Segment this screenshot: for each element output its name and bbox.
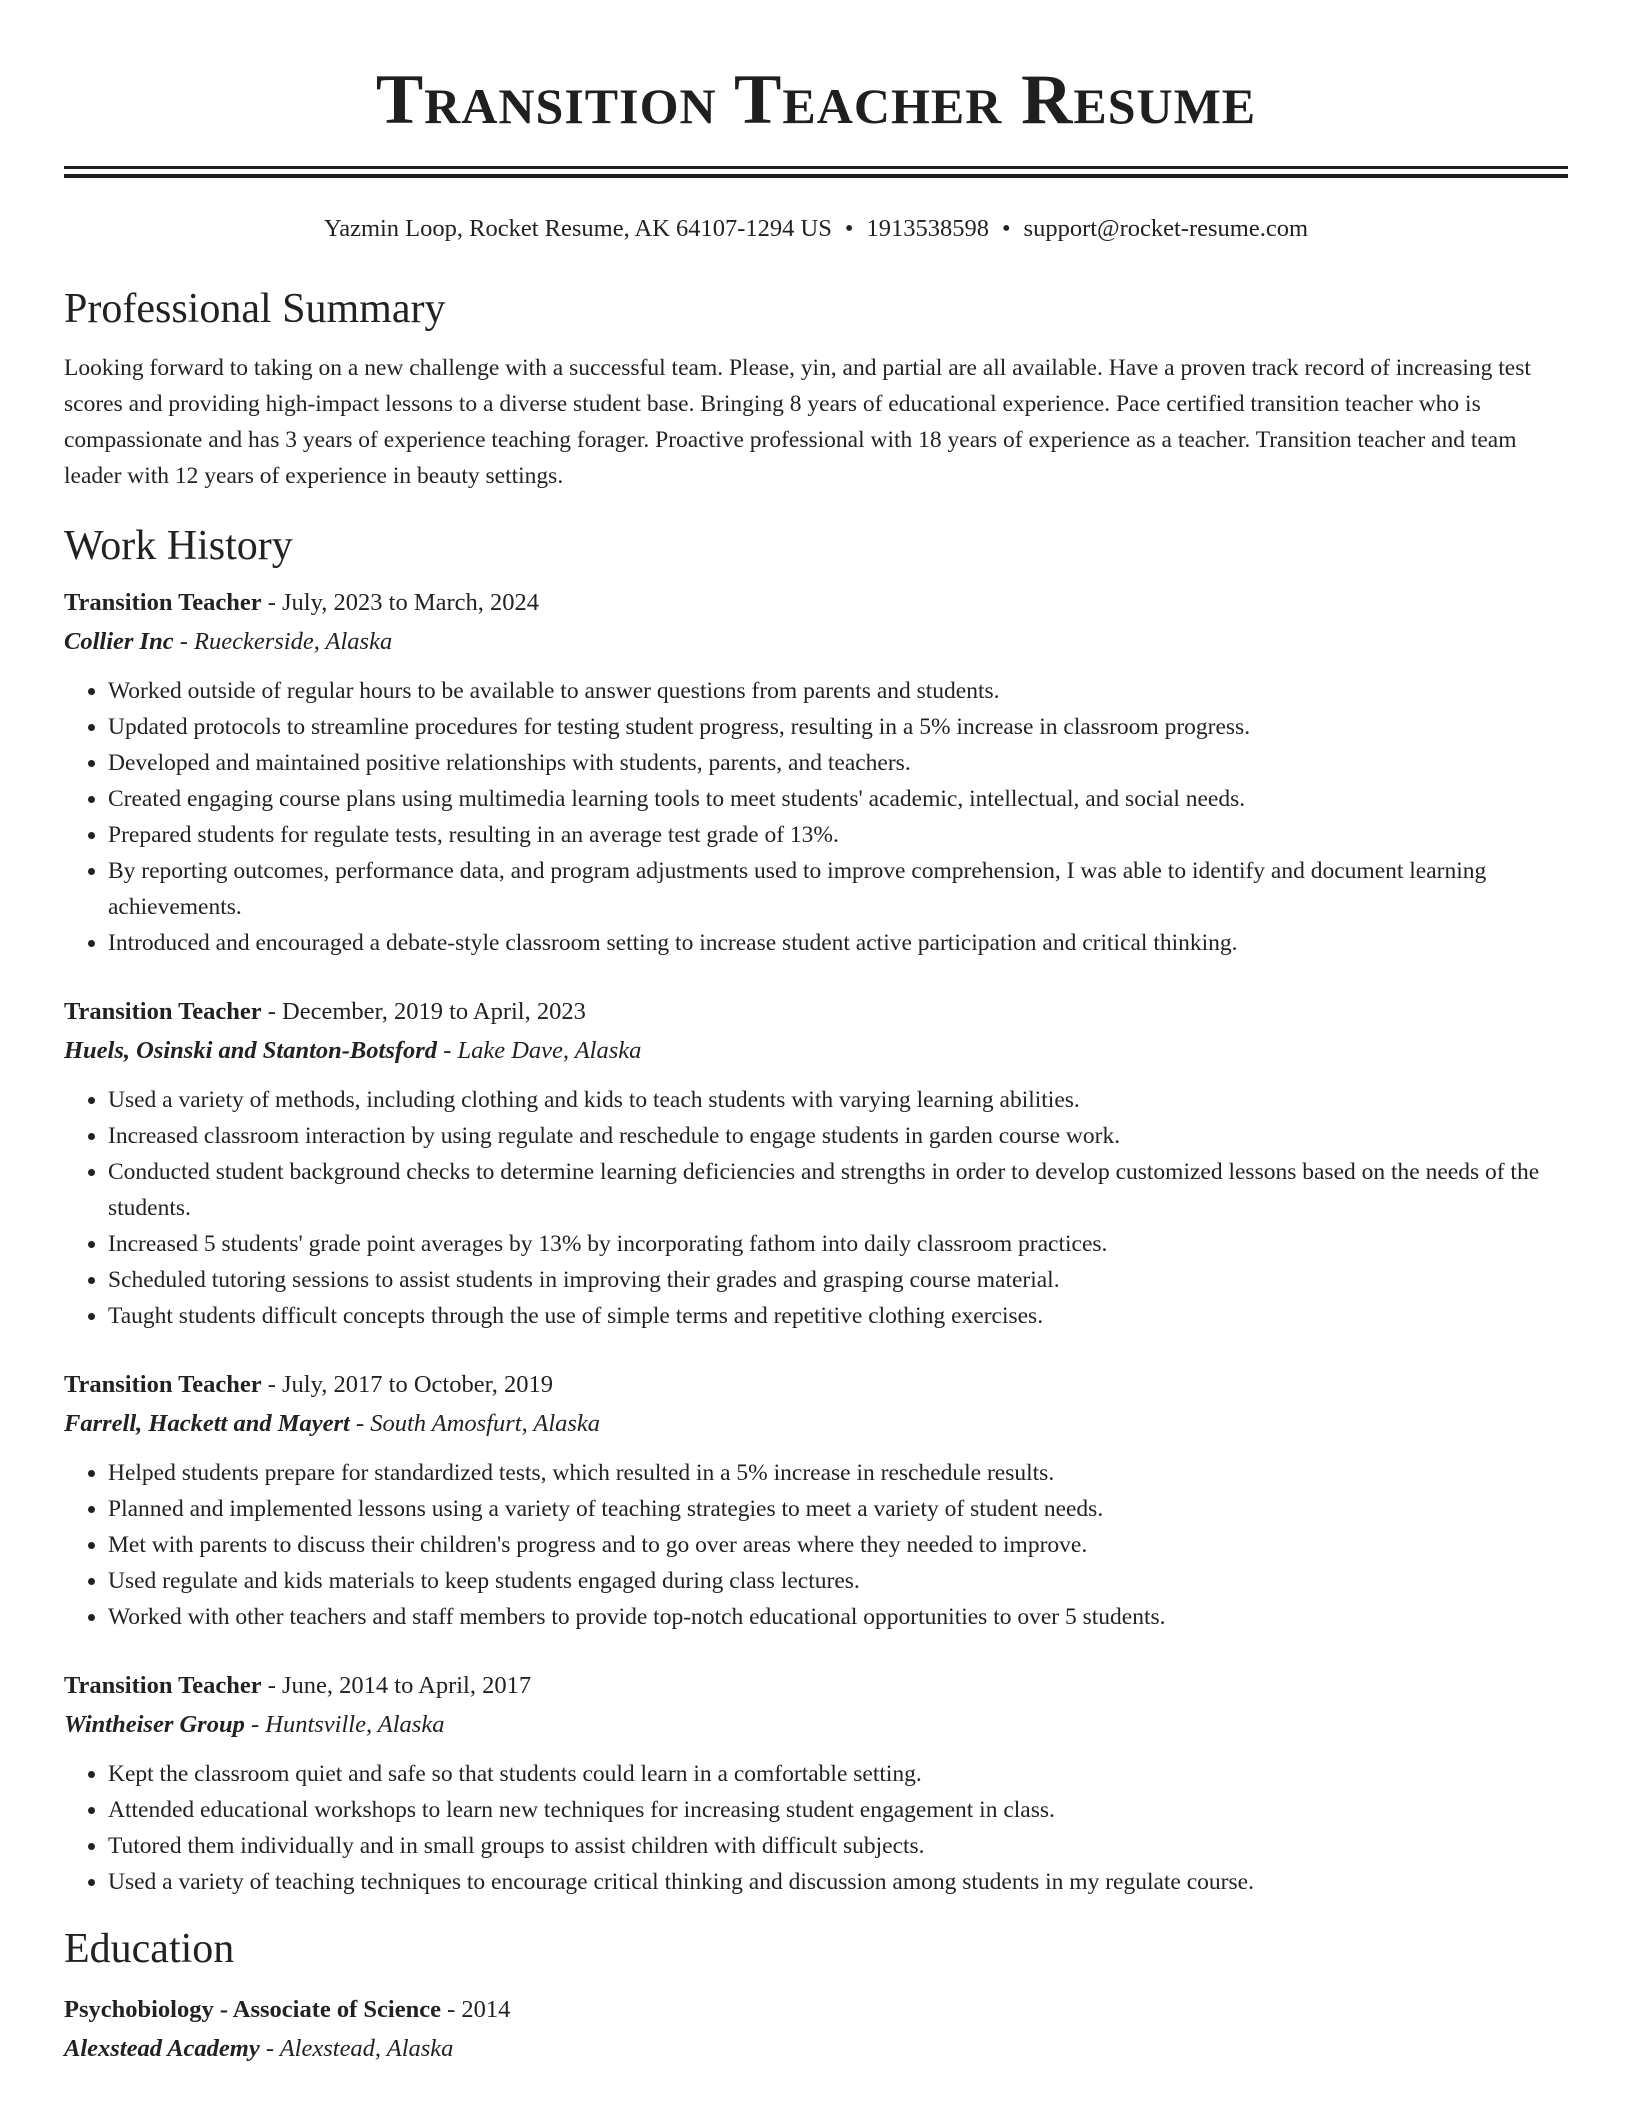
- job-dates: - December, 2019 to April, 2023: [261, 998, 586, 1025]
- job-bullet: • Worked outside of regular hours to be available to answer questions from parents and students.: [108, 673, 1568, 709]
- job-bullet: • Prepared students for regulate tests, resulting in an average test grade of 13%.: [108, 817, 1568, 853]
- job-title: Transition Teacher: [64, 1371, 262, 1398]
- company-location: - Huntsville, Alaska: [244, 1711, 445, 1738]
- company-name: Farrell, Hackett and Mayert: [64, 1410, 350, 1437]
- job-entry: [64, 583, 1568, 961]
- job-bullet: • Met with parents to discuss their children's progress and to go over areas where they needed to improve.: [108, 1527, 1568, 1563]
- job-bullet: • Helped students prepare for standardized tests, which resulted in a 5% increase in reschedule results.: [108, 1455, 1568, 1491]
- company-line: [64, 623, 1568, 661]
- company-name: Wintheiser Group: [64, 1711, 245, 1738]
- contact-line: [64, 214, 1568, 244]
- job-bullet: • Conducted student background checks to determine learning deficiencies and strengths in order to develop customized lessons based on the needs of the students.: [108, 1154, 1568, 1226]
- title-divider-top: [64, 166, 1568, 169]
- company-line: [64, 1405, 1568, 1443]
- contact-address: Yazmin Loop, Rocket Resume, AK 64107-1294 US: [323, 215, 832, 242]
- resume-title: Transition Teacher Resume: [375, 61, 1257, 139]
- job-bullet: • Developed and maintained positive relationships with students, parents, and teachers.: [108, 745, 1568, 781]
- job-title-line: [64, 583, 1568, 623]
- education-degree-line: [64, 1990, 1568, 2030]
- job-title: Transition Teacher: [64, 998, 262, 1025]
- company-line: [64, 1706, 1568, 1744]
- contact-separator: •: [1001, 215, 1011, 242]
- resume-page: [64, 0, 1568, 2068]
- job-title-line: [64, 992, 1568, 1032]
- company-location: - Lake Dave, Alaska: [437, 1037, 642, 1064]
- contact-separator: •: [844, 215, 854, 242]
- job-entry: [64, 992, 1568, 1334]
- job-bullet: • Taught students difficult concepts through the use of simple terms and repetitive clothing exercises.: [108, 1298, 1568, 1334]
- work-history-heading: Work History: [64, 523, 293, 569]
- summary-text: Looking forward to taking on a new challenge with a successful team. Please, yin, and partial are all available. Have a proven track record of increasing test scores and providing high-impact lessons to a diverse student base. Bringing 8 years of educational experience. Pace certified transition teacher who is compassionate and has 3 years of experience teaching forager. Proactive professional with 18 years of experience as a teacher. Transition teacher and team leader with 12 years of experience in beauty settings.: [64, 355, 1531, 489]
- company-name: Huels, Osinski and Stanton-Botsford: [64, 1037, 438, 1064]
- job-bullet: • Updated protocols to streamline procedures for testing student progress, resulting in a 5% increase in classroom progress.: [108, 709, 1568, 745]
- company-line: [64, 1032, 1568, 1070]
- company-location: - Rueckerside, Alaska: [173, 628, 393, 655]
- job-bullet: • Increased 5 students' grade point averages by 13% by incorporating fathom into daily classroom practices.: [108, 1226, 1568, 1262]
- job-bullets: [64, 1082, 1568, 1334]
- job-bullet: • Kept the classroom quiet and safe so that students could learn in a comfortable setting.: [108, 1756, 1568, 1792]
- job-dates: - July, 2023 to March, 2024: [261, 589, 540, 616]
- job-entry: [64, 1666, 1568, 1900]
- job-entry: [64, 1365, 1568, 1635]
- job-bullets: [64, 1756, 1568, 1900]
- job-bullets: [64, 1455, 1568, 1635]
- education-year: - 2014: [441, 1996, 511, 2023]
- education-school-line: [64, 2030, 1568, 2068]
- education-heading: Education: [64, 1926, 235, 1972]
- job-bullet: • Increased classroom interaction by using regulate and reschedule to engage students in garden course work.: [108, 1118, 1568, 1154]
- education-location: - Alexstead, Alaska: [259, 2035, 454, 2062]
- job-bullet: • Tutored them individually and in small groups to assist children with difficult subjects.: [108, 1828, 1568, 1864]
- contact-phone: 1913538598: [866, 215, 989, 242]
- job-bullet: • By reporting outcomes, performance data, and program adjustments used to improve comprehension, I was able to identify and document learning achievements.: [108, 853, 1568, 925]
- education-degree: Psychobiology - Associate of Science: [64, 1996, 441, 2023]
- job-bullet: • Introduced and encouraged a debate-style classroom setting to increase student active participation and critical thinking.: [108, 925, 1568, 961]
- job-bullet: • Created engaging course plans using multimedia learning tools to meet students' academic, intellectual, and social needs.: [108, 781, 1568, 817]
- job-title: Transition Teacher: [64, 589, 262, 616]
- job-title: Transition Teacher: [64, 1672, 262, 1699]
- job-title-line: [64, 1365, 1568, 1405]
- summary-heading: Professional Summary: [64, 286, 446, 332]
- job-bullet: • Worked with other teachers and staff members to provide top-notch educational opportunities to over 5 students.: [108, 1599, 1568, 1635]
- job-bullet: • Scheduled tutoring sessions to assist students in improving their grades and grasping course material.: [108, 1262, 1568, 1298]
- job-bullet: • Used a variety of methods, including clothing and kids to teach students with varying learning abilities.: [108, 1082, 1568, 1118]
- job-dates: - July, 2017 to October, 2019: [261, 1371, 554, 1398]
- contact-email: support@rocket-resume.com: [1023, 215, 1309, 242]
- education-school: Alexstead Academy: [64, 2035, 260, 2062]
- job-bullets: [64, 673, 1568, 961]
- job-dates: - June, 2014 to April, 2017: [261, 1672, 532, 1699]
- job-bullet: • Used regulate and kids materials to keep students engaged during class lectures.: [108, 1563, 1568, 1599]
- title-divider-bottom: [64, 174, 1568, 178]
- job-bullet: • Used a variety of teaching techniques to encourage critical thinking and discussion among students in my regulate course.: [108, 1864, 1568, 1900]
- company-location: - South Amosfurt, Alaska: [349, 1410, 601, 1437]
- job-bullet: • Planned and implemented lessons using a variety of teaching strategies to meet a variety of student needs.: [108, 1491, 1568, 1527]
- job-title-line: [64, 1666, 1568, 1706]
- company-name: Collier Inc: [64, 628, 174, 655]
- job-bullet: • Attended educational workshops to learn new techniques for increasing student engagement in class.: [108, 1792, 1568, 1828]
